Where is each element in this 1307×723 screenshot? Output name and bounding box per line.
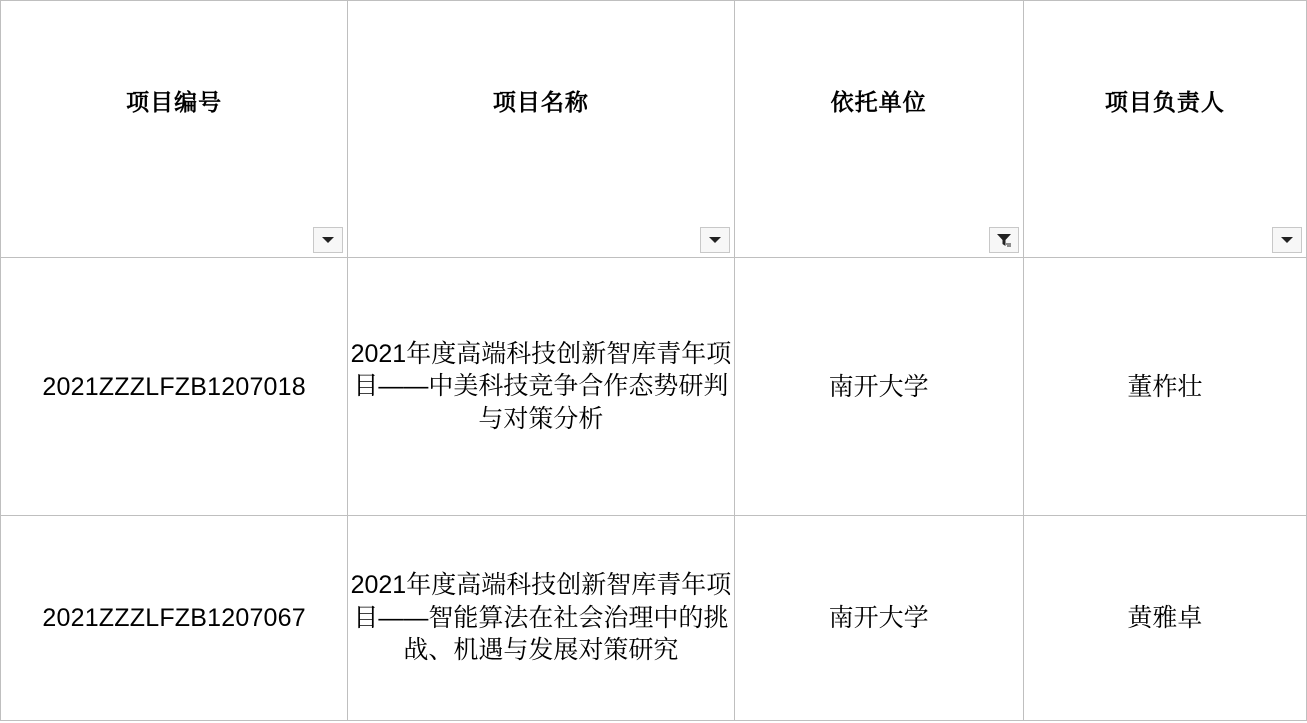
- cell-project-code[interactable]: 2021ZZZLFZB1207067: [1, 516, 348, 721]
- table-row[interactable]: [1, 516, 1307, 721]
- filter-dropdown-icon[interactable]: [313, 227, 343, 253]
- filter-dropdown-icon[interactable]: [1272, 227, 1302, 253]
- cell-project-leader[interactable]: 董柞壮: [1023, 258, 1306, 516]
- cell-project-name[interactable]: 2021年度高端科技创新智库青年项目——智能算法在社会治理中的挑战、机遇与发展对策研究: [348, 516, 734, 721]
- cell-host-unit[interactable]: 南开大学: [734, 516, 1023, 721]
- cell-host-unit[interactable]: 南开大学: [734, 258, 1023, 516]
- cell-project-name[interactable]: 2021年度高端科技创新智库青年项目——中美科技竞争合作态势研判与对策分析: [348, 258, 734, 516]
- column-header-host-unit[interactable]: [734, 1, 1023, 258]
- column-header-label: 项目负责人: [1104, 89, 1225, 115]
- cell-project-code[interactable]: 2021ZZZLFZB1207018: [1, 258, 348, 516]
- table-header-row: [1, 1, 1307, 258]
- column-header-project-name[interactable]: [348, 1, 734, 258]
- column-header-label: 依托单位: [830, 89, 927, 115]
- column-header-label: 项目名称: [492, 89, 589, 115]
- column-header-project-leader[interactable]: [1023, 1, 1306, 258]
- column-header-project-code[interactable]: [1, 1, 348, 258]
- cell-project-leader[interactable]: 黄雅卓: [1023, 516, 1306, 721]
- filter-dropdown-icon[interactable]: [700, 227, 730, 253]
- filter-active-icon[interactable]: [989, 227, 1019, 253]
- column-header-label: 项目编号: [126, 89, 223, 115]
- table-row[interactable]: [1, 258, 1307, 516]
